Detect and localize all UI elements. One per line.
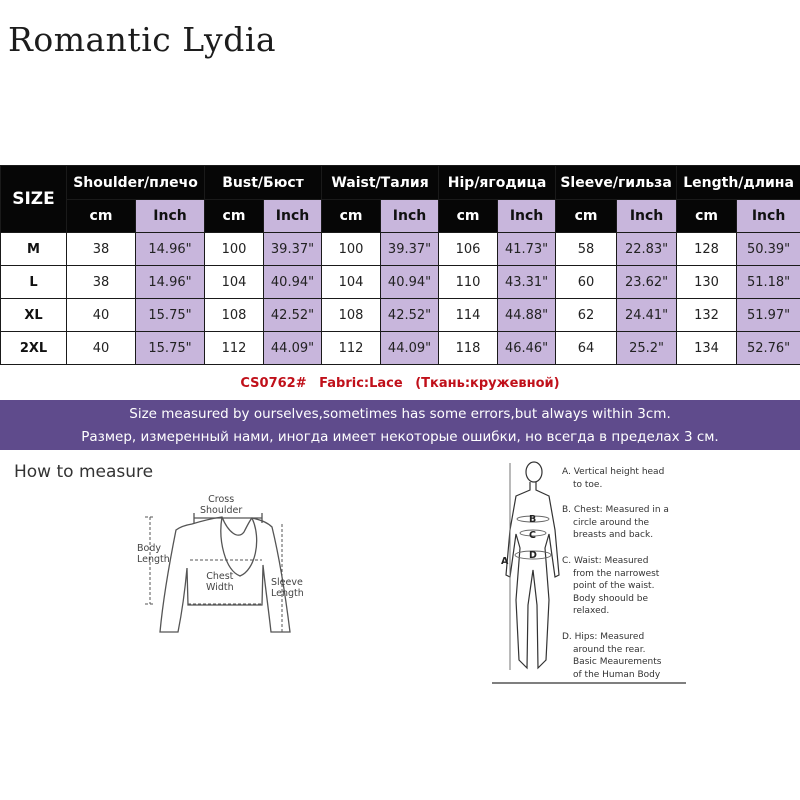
table-row (1, 299, 800, 332)
table-cell: 15.75" (136, 299, 205, 332)
table-cell: 106 (439, 233, 498, 266)
figure-letter-d: D (529, 550, 537, 561)
table-cell: 110 (439, 266, 498, 299)
table-cell: 44.09" (381, 332, 439, 365)
table-cell: 108 (205, 299, 264, 332)
unit-inch: Inch (136, 200, 205, 233)
header-waist: Waist/Талия (322, 166, 439, 200)
fabric-info (0, 369, 800, 399)
table-cell: 24.41" (617, 299, 677, 332)
table-cell: 100 (322, 233, 381, 266)
table-cell: 38 (67, 233, 136, 266)
size-chart-table (0, 165, 800, 365)
table-cell: 40.94" (381, 266, 439, 299)
header-length: Length/длина (677, 166, 800, 200)
header-sleeve: Sleeve/гильза (556, 166, 677, 200)
table-cell: 134 (677, 332, 737, 365)
table-cell: 51.18" (737, 266, 800, 299)
unit-cm: cm (556, 200, 617, 233)
note-chest: B. Chest: Measured in a circle around the breasts and back. (562, 505, 669, 541)
cross-shoulder-label: Cross Shoulder (200, 494, 243, 516)
table-cell: 51.97" (737, 299, 800, 332)
table-cell: 44.09" (264, 332, 322, 365)
unit-cm: cm (322, 200, 381, 233)
table-cell: 40 (67, 332, 136, 365)
brand-logo: Romantic Lydia (8, 20, 277, 59)
unit-inch: Inch (264, 200, 322, 233)
table-row (1, 332, 800, 365)
note-hips: D. Hips: Measured around the rear. Basic Meaurements of the Human Body (562, 632, 662, 680)
header-hip: Hip/ягодица (439, 166, 556, 200)
row-size-label: XL (1, 299, 67, 332)
table-cell: 42.52" (264, 299, 322, 332)
unit-inch: Inch (381, 200, 439, 233)
table-cell: 43.31" (498, 266, 556, 299)
fabric-label-ru: (Ткань:кружевной) (415, 376, 560, 391)
sleeve-length-label: Sleeve Length (271, 577, 304, 599)
unit-cm: cm (205, 200, 264, 233)
table-cell: 104 (205, 266, 264, 299)
table-cell: 58 (556, 233, 617, 266)
unit-inch: Inch (498, 200, 556, 233)
table-cell: 25.2" (617, 332, 677, 365)
table-cell: 104 (322, 266, 381, 299)
table-cell: 39.37" (264, 233, 322, 266)
note-vertical-height: A. Vertical height head to toe. (562, 467, 665, 490)
table-cell: 118 (439, 332, 498, 365)
table-cell: 112 (205, 332, 264, 365)
unit-cm: cm (67, 200, 136, 233)
unit-cm: cm (439, 200, 498, 233)
table-cell: 50.39" (737, 233, 800, 266)
measurement-notice-banner (0, 400, 800, 450)
figure-letter-b: B (529, 514, 537, 525)
product-code: CS0762# (240, 376, 307, 391)
table-cell: 22.83" (617, 233, 677, 266)
table-cell: 60 (556, 266, 617, 299)
notice-english: Size measured by ourselves,sometimes has some errors,but always within 3cm. (129, 406, 671, 422)
fabric-label: Fabric:Lace (319, 376, 403, 391)
table-cell: 108 (322, 299, 381, 332)
row-size-label: M (1, 233, 67, 266)
row-size-label: L (1, 266, 67, 299)
header-bust: Bust/Бюст (205, 166, 322, 200)
table-cell: 44.88" (498, 299, 556, 332)
table-cell: 52.76" (737, 332, 800, 365)
table-cell: 40 (67, 299, 136, 332)
table-row (1, 266, 800, 299)
table-cell: 15.75" (136, 332, 205, 365)
unit-inch: Inch (617, 200, 677, 233)
table-cell: 46.46" (498, 332, 556, 365)
table-cell: 23.62" (617, 266, 677, 299)
table-cell: 41.73" (498, 233, 556, 266)
table-cell: 114 (439, 299, 498, 332)
figure-letter-c: C (529, 530, 536, 541)
header-shoulder: Shoulder/плечо (67, 166, 205, 200)
table-cell: 38 (67, 266, 136, 299)
table-cell: 14.96" (136, 266, 205, 299)
notice-russian: Размер, измеренный нами, иногда имеет некоторые ошибки, но всегда в пределах 3 см. (81, 429, 719, 445)
table-row (1, 233, 800, 266)
figure-letter-a: A (501, 556, 509, 567)
size-column-header: SIZE (1, 166, 67, 233)
note-waist: C. Waist: Measured from the narrowest point of the waist. Body shoould be relaxed. (562, 556, 660, 617)
table-cell: 40.94" (264, 266, 322, 299)
table-cell: 128 (677, 233, 737, 266)
unit-cm: cm (677, 200, 737, 233)
chest-width-label: Chest Width (206, 571, 234, 593)
table-cell: 112 (322, 332, 381, 365)
table-cell: 132 (677, 299, 737, 332)
table-cell: 39.37" (381, 233, 439, 266)
unit-inch: Inch (737, 200, 800, 233)
table-cell: 130 (677, 266, 737, 299)
table-cell: 64 (556, 332, 617, 365)
table-cell: 100 (205, 233, 264, 266)
how-to-measure-title: How to measure (14, 462, 154, 482)
table-cell: 62 (556, 299, 617, 332)
table-cell: 14.96" (136, 233, 205, 266)
row-size-label: 2XL (1, 332, 67, 365)
table-cell: 42.52" (381, 299, 439, 332)
body-length-label: Body Length (137, 543, 170, 565)
